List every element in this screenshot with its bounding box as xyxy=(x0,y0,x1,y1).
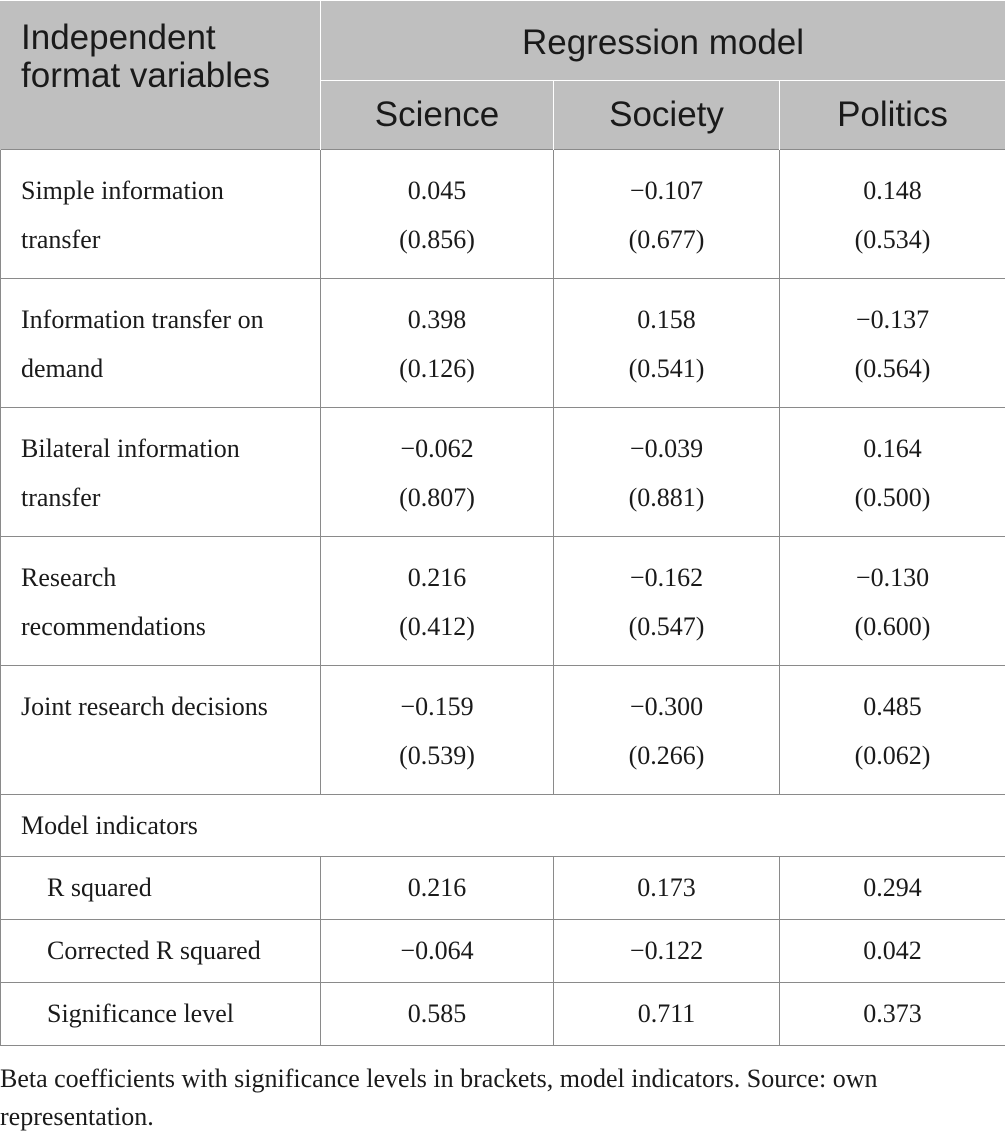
beta-coefficient: −0.300 xyxy=(555,682,778,731)
table-row xyxy=(1,408,1005,537)
table-body xyxy=(1,150,1005,1046)
table-cell: 0.373 xyxy=(780,983,1005,1046)
header-label-line: format variables xyxy=(21,57,320,95)
row-label-line: Bilateral information xyxy=(21,424,310,473)
table-cell: 0.711 xyxy=(554,983,780,1046)
significance-value: (0.807) xyxy=(322,473,552,522)
row-label-line: transfer xyxy=(21,473,310,522)
table-cell xyxy=(554,279,780,408)
beta-coefficient: 0.164 xyxy=(781,424,1004,473)
significance-value: (0.856) xyxy=(322,215,552,264)
row-label xyxy=(1,537,321,666)
significance-value: (0.881) xyxy=(555,473,778,522)
significance-value: (0.534) xyxy=(781,215,1004,264)
table-cell xyxy=(554,666,780,795)
table-row xyxy=(1,795,1005,857)
table-row xyxy=(1,666,1005,795)
table-row xyxy=(1,920,1005,983)
row-label-line: Simple information xyxy=(21,166,310,215)
table-cell: 0.173 xyxy=(554,857,780,920)
table-cell xyxy=(321,279,554,408)
beta-coefficient: −0.107 xyxy=(555,166,778,215)
independent-variables-header xyxy=(1,1,321,150)
beta-coefficient: 0.148 xyxy=(781,166,1004,215)
beta-coefficient: −0.062 xyxy=(322,424,552,473)
table-row xyxy=(1,537,1005,666)
table-cell xyxy=(321,408,554,537)
row-label: Significance level xyxy=(1,983,321,1046)
significance-value: (0.541) xyxy=(555,344,778,393)
column-header-politics: Politics xyxy=(780,81,1005,150)
column-header-science: Science xyxy=(321,81,554,150)
significance-value: (0.677) xyxy=(555,215,778,264)
significance-value: (0.126) xyxy=(322,344,552,393)
model-indicators-section-label: Model indicators xyxy=(1,795,1005,857)
significance-value: (0.564) xyxy=(781,344,1004,393)
table-cell: 0.042 xyxy=(780,920,1005,983)
row-label xyxy=(1,279,321,408)
row-label xyxy=(1,150,321,279)
beta-coefficient: −0.130 xyxy=(781,553,1004,602)
row-label xyxy=(1,408,321,537)
row-label-line: recommendations xyxy=(21,602,310,651)
table-header xyxy=(1,1,1005,150)
table-row xyxy=(1,279,1005,408)
beta-coefficient: 0.216 xyxy=(322,553,552,602)
significance-value: (0.547) xyxy=(555,602,778,651)
significance-value: (0.600) xyxy=(781,602,1004,651)
row-label: R squared xyxy=(1,857,321,920)
table-cell xyxy=(554,537,780,666)
regression-model-header: Regression model xyxy=(321,1,1005,81)
table-cell xyxy=(780,150,1005,279)
table-footnote: Beta coefficients with significance levels in brackets, model indicators. Source: own representation. xyxy=(0,1046,1005,1136)
significance-value: (0.412) xyxy=(322,602,552,651)
row-label-line: Joint research decisions xyxy=(21,682,310,731)
beta-coefficient: −0.162 xyxy=(555,553,778,602)
table-cell: 0.294 xyxy=(780,857,1005,920)
table-cell: 0.585 xyxy=(321,983,554,1046)
table-cell xyxy=(780,537,1005,666)
row-label-line: Information transfer on xyxy=(21,295,310,344)
beta-coefficient: 0.485 xyxy=(781,682,1004,731)
table-cell xyxy=(321,150,554,279)
header-label-line: Independent xyxy=(21,19,320,57)
table-cell: −0.064 xyxy=(321,920,554,983)
row-label-line: demand xyxy=(21,344,310,393)
significance-value: (0.266) xyxy=(555,731,778,780)
beta-coefficient: −0.039 xyxy=(555,424,778,473)
table-cell xyxy=(554,150,780,279)
table-cell xyxy=(780,408,1005,537)
table-cell xyxy=(321,666,554,795)
table-cell xyxy=(554,408,780,537)
beta-coefficient: 0.398 xyxy=(322,295,552,344)
beta-coefficient: −0.159 xyxy=(322,682,552,731)
beta-coefficient: 0.045 xyxy=(322,166,552,215)
table-cell xyxy=(780,666,1005,795)
beta-coefficient: 0.158 xyxy=(555,295,778,344)
significance-value: (0.500) xyxy=(781,473,1004,522)
table-cell: 0.216 xyxy=(321,857,554,920)
row-label xyxy=(1,666,321,795)
table-row xyxy=(1,857,1005,920)
table-cell: −0.122 xyxy=(554,920,780,983)
table-cell xyxy=(321,537,554,666)
table-cell xyxy=(780,279,1005,408)
row-label-line: transfer xyxy=(21,215,310,264)
beta-coefficient: −0.137 xyxy=(781,295,1004,344)
table-row xyxy=(1,150,1005,279)
row-label-line: Research xyxy=(21,553,310,602)
significance-value: (0.539) xyxy=(322,731,552,780)
row-label: Corrected R squared xyxy=(1,920,321,983)
column-header-society: Society xyxy=(554,81,780,150)
table-row xyxy=(1,983,1005,1046)
significance-value: (0.062) xyxy=(781,731,1004,780)
